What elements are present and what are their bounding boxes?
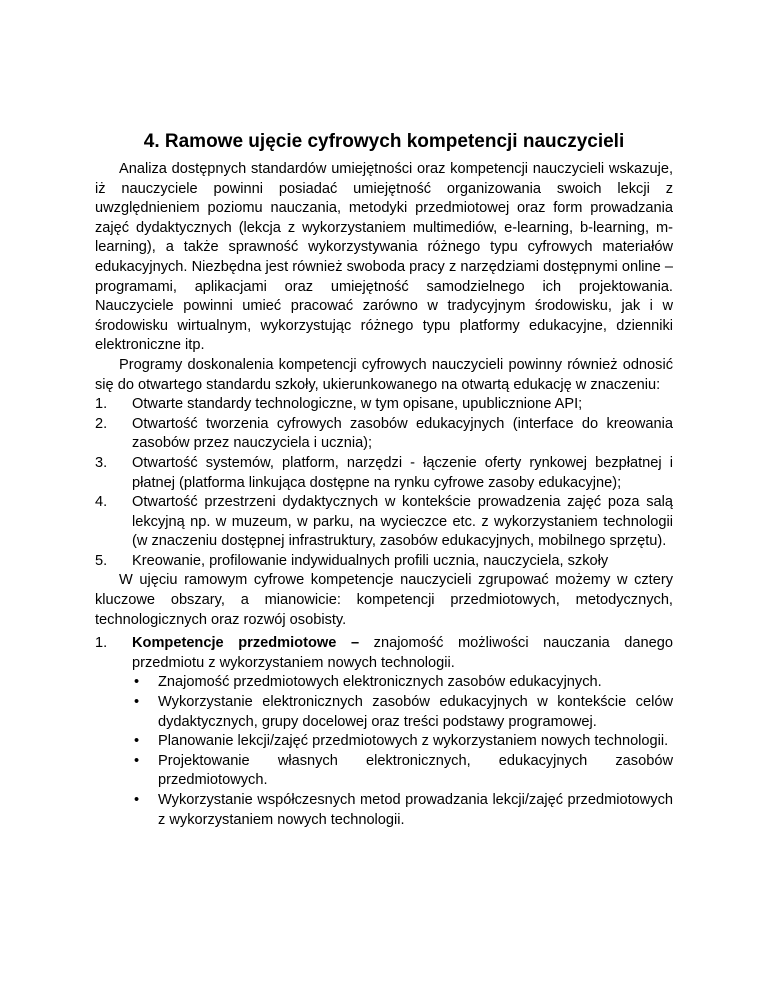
- bullet-item: • Planowanie lekcji/zajęć przedmiotowych z wykorzystaniem nowych technologii.: [132, 732, 673, 752]
- list-item: 3. Otwartość systemów, platform, narzędzi - łączenie oferty rynkowej bezpłatnej i płatnej (platforma linkująca dostępne na rynku cyfrowe zasoby edukacyjne);: [95, 454, 673, 491]
- bullet-icon: •: [134, 694, 140, 711]
- list-item: 1. Otwarte standardy technologiczne, w tym opisane, upublicznione API;: [95, 396, 583, 413]
- open-standards-list: [95, 395, 673, 571]
- competence-description: znajomość możliwości nauczania danego przedmiotu z wykorzystaniem nowych technologii.: [132, 635, 673, 671]
- bullet-icon: •: [134, 792, 140, 808]
- paragraph-programs: Programy doskonalenia kompetencji cyfrowych nauczycieli powinny również odnosić się do otwartego standardu szkoły, ukierunkowanego na otwartą edukację w znaczeniu:: [95, 356, 673, 393]
- paragraph-intro: Analiza dostępnych standardów umiejętności oraz kompetencji nauczycieli wskazuje, iż nauczyciele powinni posiadać umiejętność organizowania swoich lekcji z uwzględnieniem poziomu nauczania, metodyki przedmiotowej oraz form prowadzania zajęć dydaktycznych (lekcja z wykorzystaniem multimediów, e-learning, b-learning, m-learning), a także sprawność wykorzystywania różnego typu cyfrowych materiałów edukacyjnych. Niezbędna jest również swoboda pracy z narzędziami dostępnymi online – programami, aplikacjami oraz umiejętność samodzielnego ich projektowania. Nauczyciele powinni umieć pracować zarówno w tradycyjnym środowisku, jak i w środowisku wirtualnym, wykorzystując różnego typu platformy edukacyjne, dzienniki elektroniczne itp.: [95, 161, 673, 354]
- bullet-icon: •: [134, 674, 140, 691]
- bullet-item: • Wykorzystanie współczesnych metod prowadzania lekcji/zajęć przedmiotowych z wykorzystaniem nowych technologii.: [132, 791, 673, 830]
- competence-bullets: [132, 673, 673, 830]
- competence-list: [95, 634, 673, 830]
- bullet-icon: •: [134, 752, 140, 769]
- paragraph-framework: W ujęciu ramowym cyfrowe kompetencje nauczycieli zgrupować możemy w cztery kluczowe obszary, a mianowicie: kompetencji przedmiotowych, metodycznych, technologicznych oraz rozwój osobisty.: [95, 572, 673, 628]
- list-item: 2. Otwartość tworzenia cyfrowych zasobów edukacyjnych (interface do kreowania zasobów przez nauczyciela i ucznia);: [95, 415, 673, 452]
- list-item: 4. Otwartość przestrzeni dydaktycznych w kontekście prowadzenia zajęć poza salą lekcyjną np. w muzeum, w parku, na wycieczce etc. z wykorzystaniem technologii (w znaczeniu dostępnej infrastruktury, zasobów edukacyjnych, mobilnego sprzętu).: [95, 494, 673, 550]
- bullet-icon: •: [134, 733, 140, 750]
- list-item: 5. Kreowanie, profilowanie indywidualnych profili ucznia, nauczyciela, szkoły: [95, 552, 609, 569]
- bullet-item: • Wykorzystanie elektronicznych zasobów edukacyjnych w kontekście celów dydaktycznych, grupy docelowej oraz treści podstawy programowej.: [132, 693, 673, 732]
- competence-term: Kompetencje przedmiotowe –: [132, 635, 360, 652]
- document-page: [95, 130, 673, 830]
- bullet-item: • Projektowanie własnych elektronicznych, edukacyjnych zasobów przedmiotowych.: [132, 752, 673, 791]
- competence-item: 1. Kompetencje przedmiotowe – znajomość możliwości nauczania danego przedmiotu z wykorzystaniem nowych technologii. • Znajomość przedmiotowych elektronicznych zasobów edukacyjnych. • Wykorzystanie elektronicznych zasobów edukacyjnych w kontekście celów dydaktycznych, grupy docelowej oraz treści podstawy programowej. • Planowanie lekcji/zajęć przedmiotowych z wykorzystaniem nowych technologii. • Projektowanie własnych elektronicznych, edukacyjnych zasobów przedmiotowych. • Wykorzystanie współczesnych metod prowadzania lekcji/zajęć przedmiotowych z wykorzystaniem nowych technologii.: [95, 634, 673, 830]
- bullet-item: • Znajomość przedmiotowych elektronicznych zasobów edukacyjnych.: [132, 673, 673, 693]
- competence-heading: [132, 634, 673, 673]
- section-heading: 4. Ramowe ujęcie cyfrowych kompetencji nauczycieli: [143, 131, 625, 152]
